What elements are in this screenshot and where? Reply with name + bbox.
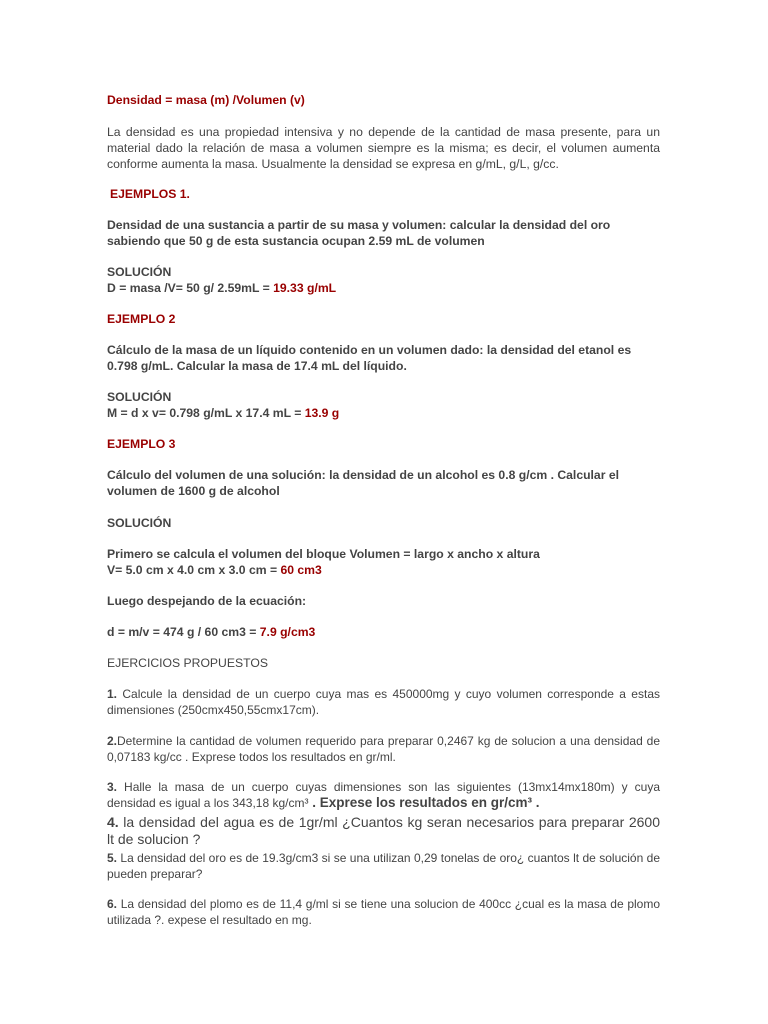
example1-solution-label: SOLUCIÓN bbox=[107, 265, 172, 279]
example3-heading: EJEMPLO 3 bbox=[107, 437, 176, 451]
example1-heading: EJEMPLOS 1. bbox=[110, 187, 190, 201]
exercise-6 bbox=[107, 896, 660, 928]
exercise-5-number: 5. bbox=[107, 851, 118, 865]
example3-formula2-text: d = m/v = 474 g / 60 cm3 = bbox=[107, 625, 260, 639]
example3-result2: 7.9 g/cm3 bbox=[259, 625, 316, 639]
example2-formula-text: M = d x v= 0.798 g/mL x 17.4 mL = bbox=[107, 406, 305, 420]
exercise-1-text: Calcule la densidad de un cuerpo cuya mas es 450000mg y cuyo volumen corresponde a estas dimensiones (250cmx450,55cmx17cm). bbox=[107, 687, 660, 717]
intro-paragraph: La densidad es una propiedad intensiva y no depende de la cantidad de masa presente, para un material dado la relación de masa a volumen siempre es la misma; es decir, el volumen aumenta conforme aumenta la masa. Usualmente la densidad se expresa en g/mL, g/L, g/cc. bbox=[107, 125, 660, 171]
exercise-6-text: La densidad del plomo es de 11,4 g/ml si se tiene una solucion de 400cc ¿cual es la masa de plomo utilizada ?. expese el resultado en mg. bbox=[107, 897, 660, 927]
example1-formula bbox=[107, 280, 660, 296]
exercise-5-text: La densidad del oro es de 19.3g/cm3 si se una utilizan 0,29 tonelas de oro¿ cuantos lt de solución de pueden preparar? bbox=[107, 851, 660, 881]
exercise-2 bbox=[107, 733, 660, 765]
exercise-2-text: Determine la cantidad de volumen requerido para preparar 0,2467 kg de solucion a una densidad de 0,07183 kg/cc . Exprese todos los resultados en gr/ml. bbox=[107, 734, 660, 764]
example3-problem: Cálculo del volumen de una solución: la densidad de un alcohol es 0.8 g/cm . Calcular el volumen de 1600 g de alcohol bbox=[107, 468, 619, 498]
example3-result1: 60 cm3 bbox=[280, 563, 322, 577]
exercise-5 bbox=[107, 850, 660, 882]
example2-heading: EJEMPLO 2 bbox=[107, 312, 176, 326]
example1-problem: Densidad de una sustancia a partir de su masa y volumen: calcular la densidad del oro sabiendo que 50 g de esta sustancia ocupan 2.59 mL de volumen bbox=[107, 218, 611, 248]
example3-formula1-text: V= 5.0 cm x 4.0 cm x 3.0 cm = bbox=[107, 563, 281, 577]
example3-step2: Luego despejando de la ecuación: bbox=[107, 594, 307, 608]
exercise-6-number: 6. bbox=[107, 897, 118, 911]
exercise-3 bbox=[107, 779, 660, 811]
example2-solution-label: SOLUCIÓN bbox=[107, 390, 172, 404]
example2-formula bbox=[107, 405, 660, 421]
example1-formula-text: D = masa /V= 50 g/ 2.59mL = bbox=[107, 281, 274, 295]
exercise-4-text: la densidad del agua es de 1gr/ml ¿Cuantos kg seran necesarios para preparar 2600 lt de solucion ? bbox=[107, 814, 660, 847]
example2-problem: Cálculo de la masa de un líquido contenido en un volumen dado: la densidad del etanol es 0.798 g/mL. Calcular la masa de 17.4 mL del líquido. bbox=[107, 343, 632, 373]
exercise-4-number: 4. bbox=[107, 814, 119, 830]
exercise-1 bbox=[107, 686, 660, 718]
example1-result: 19.33 g/mL bbox=[273, 281, 337, 295]
exercise-4 bbox=[107, 814, 660, 848]
exercise-2-number: 2. bbox=[107, 734, 118, 748]
example3-formula2 bbox=[107, 624, 660, 640]
example3-solution-label: SOLUCIÓN bbox=[107, 516, 172, 530]
page-title: Densidad = masa (m) /Volumen (v) bbox=[107, 93, 305, 107]
exercise-3-tail: . Exprese los resultados en gr/cm³ . bbox=[308, 795, 540, 810]
exercise-3-text: Halle la masa de un cuerpo cuyas dimensiones son las siguientes (13mx14mx180m) y cuya densidad es igual a los 343,18 kg/cm³ bbox=[107, 780, 660, 810]
example3-formula1 bbox=[107, 562, 660, 578]
exercise-3-number: 3. bbox=[107, 780, 118, 794]
exercises-heading: EJERCICIOS PROPUESTOS bbox=[107, 656, 268, 670]
example2-result: 13.9 g bbox=[304, 406, 340, 420]
example3-step1: Primero se calcula el volumen del bloque Volumen = largo x ancho x altura bbox=[107, 547, 540, 561]
exercise-1-number: 1. bbox=[107, 687, 118, 701]
